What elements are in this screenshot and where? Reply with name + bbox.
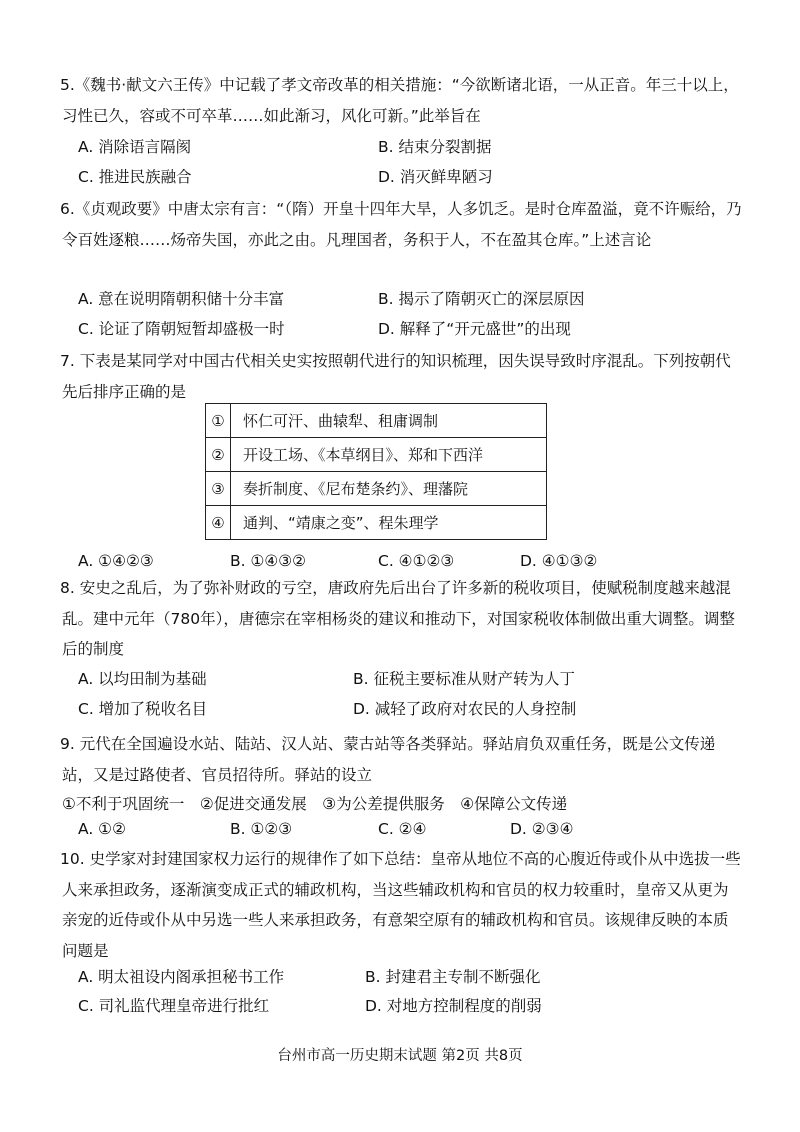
question-9-statements: ①不利于巩固统一 ②促进交通发展 ③为公差提供服务 ④保障公文传递 [62,795,568,813]
option-b: B. 揭示了隋朝灭亡的深层原因 [378,290,585,308]
page-footer: 台州市高一历史期末试题 第2页 共8页 [277,1048,523,1064]
table-cell-num: ① [206,404,231,438]
question-10-stem: 10. 史学家对封建国家权力运行的规律作了如下总结：皇帝从地位不高的心腹近侍或仆从中选拔一些人来承担政务，逐渐演变成正式的辅政机构，当这些辅政机构和官员的权力较重时，皇帝又从更为亲宠的近侍或仆从中另选一些人来承担政务，有意架空原有的辅政机构和官员。该规律反映的本质问题是 [60,850,741,960]
table-cell-num: ② [206,438,231,472]
option-d: D. ④①③② [520,552,598,570]
option-d: D. ②③④ [510,820,574,838]
option-a: A. ①② [78,820,126,838]
table-cell-num: ③ [206,472,231,506]
question-8-stem: 8. 安史之乱后，为了弥补财政的亏空，唐政府先后出台了许多新的税收项目，使赋税制度越来越混乱。建中元年（780年），唐德宗在宰相杨炎的建议和推动下，对国家税收体制做出重大调整。调整后的制度 [60,579,735,658]
option-a: A. ①④②③ [78,552,154,570]
option-d: D. 消灭鲜卑陋习 [378,168,493,186]
option-a: A. 消除语言隔阂 [78,138,192,156]
option-b: B. 结束分裂割据 [378,138,492,156]
table-row [206,506,547,540]
table-row [206,438,547,472]
option-c: C. 论证了隋朝短暂却盛极一时 [78,320,285,338]
question-5-stem: 5.《魏书·献文六王传》中记载了孝文帝改革的相关措施：“今欲断诸北语，一从正音。年三十以上，习性已久，容或不可卒革……如此渐习，风化可新。”此举旨在 [60,76,739,125]
option-c: C. 推进民族融合 [78,168,192,186]
table-cell-text: 奏折制度、《尼布楚条约》、理藩院 [231,472,547,506]
option-c: C. ④①②③ [378,552,455,570]
option-a: A. 明太祖设内阁承担秘书工作 [78,968,285,986]
option-d: D. 减轻了政府对农民的人身控制 [353,700,577,718]
question-9-stem: 9. 元代在全国遍设水站、陆站、汉人站、蒙古站等各类驿站。驿站肩负双重任务，既是公文传递站，又是过路使者、官员招待所。驿站的设立 [60,735,716,784]
table-row [206,472,547,506]
table-cell-num: ④ [206,506,231,540]
table-cell-text: 通判、“靖康之变”、程朱理学 [231,506,547,540]
option-b: B. ①②③ [230,820,293,838]
option-a: A. 意在说明隋朝积储十分丰富 [78,290,285,308]
option-d: D. 对地方控制程度的削弱 [365,997,542,1015]
question-7-stem: 7. 下表是某同学对中国古代相关史实按照朝代进行的知识梳理，因失误导致时序混乱。下列按朝代先后排序正确的是 [60,352,731,401]
option-c: C. ②④ [378,820,427,838]
table-cell-text: 开设工场、《本草纲目》、郑和下西洋 [231,438,547,472]
option-b: B. 征税主要标准从财产转为人丁 [353,670,575,688]
option-a: A. 以均田制为基础 [78,670,207,688]
table-cell-text: 怀仁可汗、曲辕犁、租庸调制 [231,404,547,438]
question-6-stem: 6.《贞观政要》中唐太宗有言：“（隋）开皇十四年大旱，人多饥乏。是时仓库盈溢，竟不许赈给，乃令百姓逐粮……炀帝失国，亦此之由。凡理国者，务积于人，不在盈其仓库。”上述言论 [60,200,742,249]
option-d: D. 解释了“开元盛世”的出现 [378,320,571,338]
option-c: C. 司礼监代理皇帝进行批红 [78,997,270,1015]
table-row [206,404,547,438]
option-b: B. 封建君主专制不断强化 [365,968,541,986]
dynasty-table [205,403,547,540]
option-c: C. 增加了税收名目 [78,700,208,718]
option-b: B. ①④③② [230,552,307,570]
